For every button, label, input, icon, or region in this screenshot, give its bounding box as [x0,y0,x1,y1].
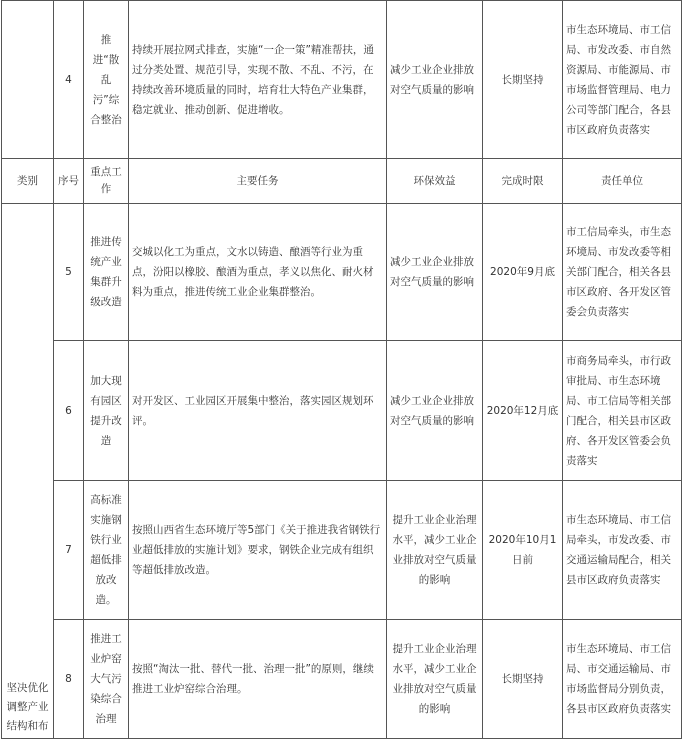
table-header-row [2,159,682,204]
row-index: 4 [54,1,84,159]
responsible-unit: 市生态环境局、市工信局、市发改委、市自然资源局、市能源局、市市场监督管理局、电力公司等部门配合，各县市区政府负责落实 [563,1,682,159]
header-index: 序号 [54,159,84,204]
main-task: 按照山西省生态环境厅等5部门《关于推进我省钢铁行业超低排放的实施计划》要求，钢铁企业完成有组织等超低排放改造。 [129,481,387,620]
responsible-unit: 市生态环境局、市工信局、市交通运输局、市市场监督局分别负责，各县市区政府负责落实 [563,620,682,739]
row-index: 5 [54,204,84,341]
env-benefit: 减少工业企业排放对空气质量的影响 [387,204,483,341]
deadline: 长期坚持 [483,1,563,159]
table-row [2,1,682,159]
header-benefit: 环保效益 [387,159,483,204]
table-row [2,341,682,481]
header-responsible: 责任单位 [563,159,682,204]
row-index: 6 [54,341,84,481]
env-benefit: 减少工业企业排放对空气质量的影响 [387,341,483,481]
focus-work: 推进“散乱污”综合整治 [84,1,129,159]
deadline: 2020年10月1日前 [483,481,563,620]
deadline: 2020年12月底 [483,341,563,481]
header-deadline: 完成时限 [483,159,563,204]
env-benefit: 提升工业企业治理水平，减少工业企业排放对空气质量的影响 [387,481,483,620]
table-row [2,620,682,739]
main-task: 按照“淘汰一批、替代一批、治理一批”的原则，继续推进工业炉窑综合治理。 [129,620,387,739]
env-benefit: 提升工业企业治理水平，减少工业企业排放对空气质量的影响 [387,620,483,739]
task-table [1,0,682,739]
table-row [2,204,682,341]
row-index: 7 [54,481,84,620]
row-index: 8 [54,620,84,739]
header-task: 主要任务 [129,159,387,204]
responsible-unit: 市生态环境局、市工信局牵头，市发改委、市交通运输局配合，相关县市区政府负责落实 [563,481,682,620]
focus-work: 推进工业炉窑大气污染综合治理 [84,620,129,739]
responsible-unit: 市商务局牵头，市行政审批局、市生态环境局、市工信局等相关部门配合，相关县市区政府、各开发区管委会负责落实 [563,341,682,481]
focus-work: 高标准实施钢铁行业超低排放改造。 [84,481,129,620]
focus-work: 加大现有园区提升改造 [84,341,129,481]
focus-work: 推进传统产业集群升级改造 [84,204,129,341]
main-task: 持续开展拉网式排查，实施“一企一策”精准帮扶，通过分类处置、规范引导，实现不散、不乱、不污，在持续改善环境质量的同时，培育壮大特色产业集群，稳定就业、推动创新、促进增收。 [129,1,387,159]
header-category: 类别 [2,159,54,204]
main-task: 交城以化工为重点，文水以铸造、酿酒等行业为重点，汾阳以橡胶、酿酒为重点，孝义以焦化、耐火材料为重点，推进传统工业企业集群整治。 [129,204,387,341]
category-cell-top [2,1,54,159]
category-cell: 坚决优化调整产业结构和布 [2,204,54,739]
table-row [2,481,682,620]
deadline: 长期坚持 [483,620,563,739]
header-focus: 重点工作 [84,159,129,204]
env-benefit: 减少工业企业排放对空气质量的影响 [387,1,483,159]
deadline: 2020年9月底 [483,204,563,341]
responsible-unit: 市工信局牵头，市生态环境局、市发改委等相关部门配合，相关各县市区政府、各开发区管委会负责落实 [563,204,682,341]
main-task: 对开发区、工业园区开展集中整治，落实园区规划环评。 [129,341,387,481]
